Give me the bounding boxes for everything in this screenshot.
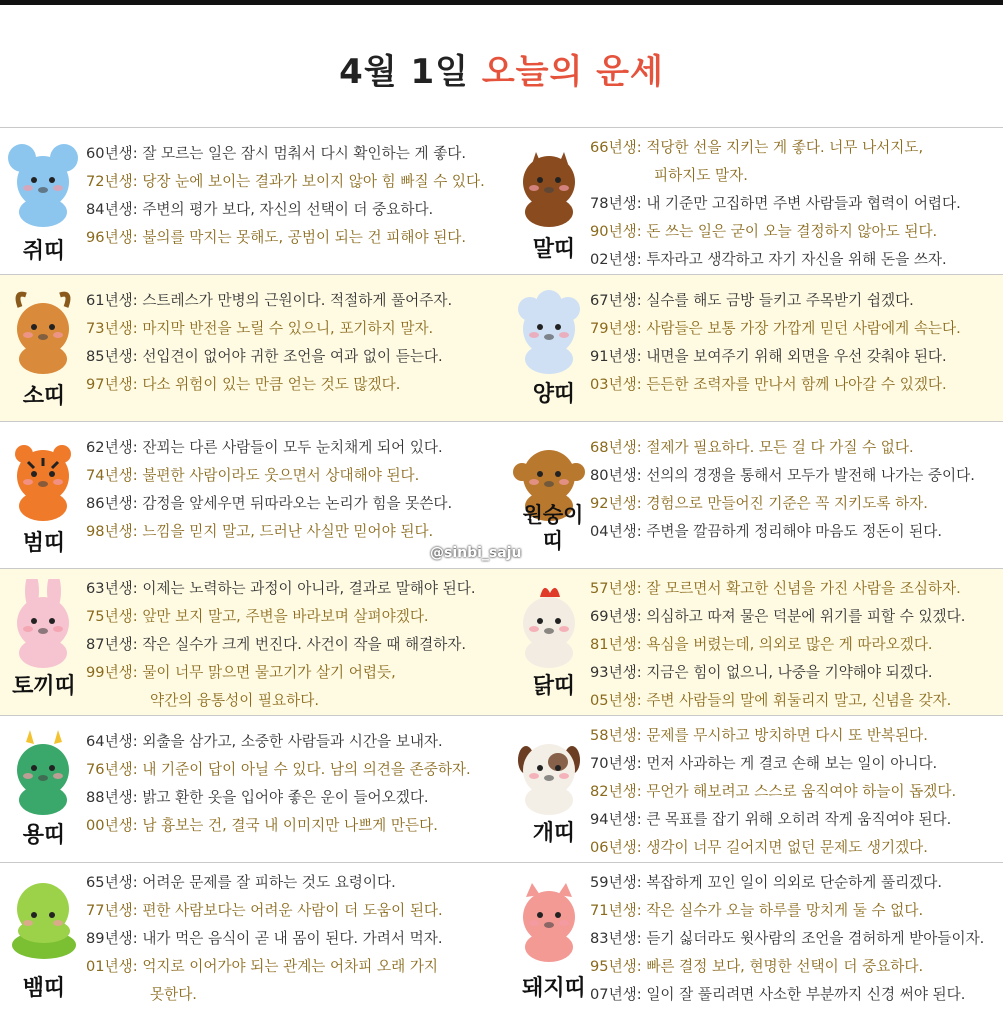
fortune-line: 71년생: 작은 실수가 오늘 하루를 망치게 둘 수 없다. bbox=[590, 902, 924, 919]
fortune-lines bbox=[86, 728, 506, 840]
tiger-icon bbox=[4, 432, 82, 522]
fortune-lines bbox=[86, 140, 506, 252]
zodiac-label: 양띠 bbox=[532, 382, 576, 407]
fortune-line: 피하지도 말자. bbox=[654, 167, 748, 184]
dog-icon bbox=[510, 726, 588, 816]
zodiac-label: 닭띠 bbox=[532, 674, 576, 699]
fortune-line: 92년생: 경험으로 만들어진 기준은 꼭 지키도록 하자. bbox=[590, 495, 928, 512]
fortune-line: 59년생: 복잡하게 꼬인 일이 의외로 단순하게 풀리겠다. bbox=[590, 874, 943, 891]
fortune-line: 83년생: 듣기 싫더라도 윗사람의 조언을 겸허하게 받아들이자. bbox=[590, 930, 985, 947]
fortune-line: 98년생: 느낌을 믿지 말고, 드러난 사실만 믿어야 된다. bbox=[86, 523, 434, 540]
fortune-line: 06년생: 생각이 너무 길어지면 없던 문제도 생기겠다. bbox=[590, 839, 928, 856]
fortune-line: 못한다. bbox=[150, 986, 197, 1003]
fortune-line: 79년생: 사람들은 보통 가장 가깝게 믿던 사람에게 속는다. bbox=[590, 320, 961, 337]
fortune-line: 68년생: 절제가 필요하다. 모든 걸 다 가질 수 없다. bbox=[590, 439, 914, 456]
fortune-line: 91년생: 내면을 보여주기 위해 외면을 우선 갖춰야 된다. bbox=[590, 348, 947, 365]
fortune-line: 61년생: 스트레스가 만병의 근원이다. 적절하게 풀어주자. bbox=[86, 292, 453, 309]
fortune-line: 60년생: 잘 모르는 일은 잠시 멈춰서 다시 확인하는 게 좋다. bbox=[86, 145, 467, 162]
watermark: @sinbi_saju bbox=[430, 545, 522, 561]
zodiac-label: 돼지띠 bbox=[522, 976, 586, 1001]
horse-icon bbox=[510, 138, 588, 228]
zodiac-label: 소띠 bbox=[22, 384, 66, 409]
fortune-line: 78년생: 내 기준만 고집하면 주변 사람들과 협력이 어렵다. bbox=[590, 195, 961, 212]
fortune-line: 97년생: 다소 위험이 있는 만큼 얻는 것도 많겠다. bbox=[86, 376, 401, 393]
fortune-grid bbox=[0, 127, 1003, 1008]
fortune-line: 76년생: 내 기준이 답이 아닐 수 있다. 남의 의견을 존중하자. bbox=[86, 761, 471, 778]
zodiac-cell bbox=[510, 422, 1003, 569]
zodiac-cell bbox=[0, 716, 510, 863]
rat-icon bbox=[4, 138, 82, 228]
fortune-lines bbox=[86, 434, 506, 546]
zodiac-label: 원숭이띠 bbox=[522, 503, 584, 553]
fortune-line: 07년생: 일이 잘 풀리려면 사소한 부분까지 신경 써야 된다. bbox=[590, 986, 966, 1003]
zodiac-cell bbox=[0, 863, 510, 1009]
fortune-lines bbox=[86, 869, 506, 1009]
fortune-lines bbox=[590, 869, 999, 1009]
fortune-line: 99년생: 물이 너무 맑으면 물고기가 살기 어렵듯, bbox=[86, 664, 396, 681]
fortune-lines bbox=[590, 134, 999, 274]
fortune-line: 01년생: 억지로 이어가야 되는 관계는 어차피 오래 가지 bbox=[86, 958, 439, 975]
fortune-line: 02년생: 투자라고 생각하고 자기 자신을 위해 돈을 쓰자. bbox=[590, 251, 947, 268]
fortune-lines bbox=[86, 287, 506, 399]
fortune-lines bbox=[86, 575, 506, 715]
fortune-line: 90년생: 돈 쓰는 일은 굳이 오늘 결정하지 않아도 된다. bbox=[590, 223, 938, 240]
fortune-line: 63년생: 이제는 노력하는 과정이 아니라, 결과로 말해야 된다. bbox=[86, 580, 476, 597]
fortune-line: 69년생: 의심하고 따져 물은 덕분에 위기를 피할 수 있겠다. bbox=[590, 608, 966, 625]
top-border bbox=[0, 0, 1003, 5]
zodiac-cell bbox=[510, 275, 1003, 422]
fortune-line: 88년생: 밝고 환한 옷을 입어야 좋은 운이 들어오겠다. bbox=[86, 789, 429, 806]
fortune-line: 58년생: 문제를 무시하고 방치하면 다시 또 반복된다. bbox=[590, 727, 928, 744]
snake-icon bbox=[4, 873, 82, 963]
fortune-line: 89년생: 내가 먹은 음식이 곧 내 몸이 된다. 가려서 먹자. bbox=[86, 930, 443, 947]
fortune-line: 95년생: 빠른 결정 보다, 현명한 선택이 더 중요하다. bbox=[590, 958, 924, 975]
zodiac-cell bbox=[510, 863, 1003, 1009]
fortune-lines bbox=[590, 575, 999, 715]
fortune-row bbox=[0, 715, 1003, 863]
fortune-row bbox=[0, 862, 1003, 1009]
zodiac-label: 뱀띠 bbox=[22, 976, 66, 1001]
sheep-icon bbox=[510, 285, 588, 375]
zodiac-cell bbox=[0, 569, 510, 716]
fortune-line: 00년생: 남 흉보는 건, 결국 내 이미지만 나쁘게 만든다. bbox=[86, 817, 438, 834]
zodiac-label: 말띠 bbox=[532, 237, 576, 262]
fortune-line: 72년생: 당장 눈에 보이는 결과가 보이지 않아 힘 빠질 수 있다. bbox=[86, 173, 485, 190]
fortune-line: 93년생: 지금은 힘이 없으니, 나중을 기약해야 되겠다. bbox=[590, 664, 933, 681]
fortune-line: 81년생: 욕심을 버렸는데, 의외로 많은 게 따라오겠다. bbox=[590, 636, 933, 653]
fortune-line: 80년생: 선의의 경쟁을 통해서 모두가 발전해 나가는 중이다. bbox=[590, 467, 975, 484]
zodiac-label: 범띠 bbox=[22, 531, 66, 556]
fortune-lines bbox=[590, 434, 999, 546]
title-date: 4월 1일 bbox=[339, 52, 469, 92]
fortune-row bbox=[0, 127, 1003, 275]
pig-icon bbox=[510, 873, 588, 963]
zodiac-label: 개띠 bbox=[532, 821, 576, 846]
dragon-icon bbox=[4, 726, 82, 816]
zodiac-label: 토끼띠 bbox=[12, 674, 76, 699]
fortune-line: 70년생: 먼저 사과하는 게 결코 손해 보는 일이 아니다. bbox=[590, 755, 938, 772]
fortune-line: 75년생: 앞만 보지 말고, 주변을 바라보며 살펴야겠다. bbox=[86, 608, 429, 625]
fortune-line: 77년생: 편한 사람보다는 어려운 사람이 더 도움이 된다. bbox=[86, 902, 443, 919]
zodiac-label: 쥐띠 bbox=[22, 239, 66, 264]
fortune-line: 87년생: 작은 실수가 크게 번진다. 사건이 작을 때 해결하자. bbox=[86, 636, 467, 653]
rooster-icon bbox=[510, 579, 588, 669]
fortune-line: 약간의 융통성이 필요하다. bbox=[150, 692, 319, 709]
fortune-line: 82년생: 무언가 해보려고 스스로 움직여야 하늘이 돕겠다. bbox=[590, 783, 957, 800]
zodiac-cell bbox=[510, 569, 1003, 716]
rabbit-icon bbox=[4, 579, 82, 669]
fortune-line: 65년생: 어려운 문제를 잘 피하는 것도 요령이다. bbox=[86, 874, 396, 891]
fortune-lines bbox=[590, 287, 999, 399]
fortune-line: 66년생: 적당한 선을 지키는 게 좋다. 너무 나서지도, bbox=[590, 139, 924, 156]
page-title bbox=[0, 44, 1003, 93]
fortune-line: 86년생: 감정을 앞세우면 뒤따라오는 논리가 힘을 못쓴다. bbox=[86, 495, 453, 512]
fortune-line: 67년생: 실수를 해도 금방 들키고 주목받기 쉽겠다. bbox=[590, 292, 914, 309]
fortune-line: 03년생: 든든한 조력자를 만나서 함께 나아갈 수 있겠다. bbox=[590, 376, 947, 393]
fortune-line: 96년생: 불의를 막지는 못해도, 공범이 되는 건 피해야 된다. bbox=[86, 229, 467, 246]
fortune-line: 84년생: 주변의 평가 보다, 자신의 선택이 더 중요하다. bbox=[86, 201, 434, 218]
fortune-line: 85년생: 선입견이 없어야 귀한 조언을 여과 없이 듣는다. bbox=[86, 348, 443, 365]
zodiac-cell bbox=[510, 128, 1003, 275]
fortune-line: 73년생: 마지막 반전을 노릴 수 있으니, 포기하지 말자. bbox=[86, 320, 434, 337]
zodiac-cell bbox=[0, 128, 510, 275]
zodiac-label: 용띠 bbox=[22, 823, 66, 848]
fortune-line: 94년생: 큰 목표를 잡기 위해 오히려 작게 움직여야 된다. bbox=[590, 811, 952, 828]
fortune-row bbox=[0, 274, 1003, 422]
zodiac-cell bbox=[0, 275, 510, 422]
ox-icon bbox=[4, 285, 82, 375]
title-accent: 오늘의 운세 bbox=[481, 52, 664, 92]
fortune-line: 64년생: 외출을 삼가고, 소중한 사람들과 시간을 보내자. bbox=[86, 733, 443, 750]
fortune-line: 74년생: 불편한 사람이라도 웃으면서 상대해야 된다. bbox=[86, 467, 420, 484]
fortune-line: 62년생: 잔꾀는 다른 사람들이 모두 눈치채게 되어 있다. bbox=[86, 439, 443, 456]
fortune-line: 04년생: 주변을 깔끔하게 정리해야 마음도 정돈이 된다. bbox=[590, 523, 943, 540]
fortune-lines bbox=[590, 722, 999, 862]
fortune-row bbox=[0, 568, 1003, 716]
fortune-line: 57년생: 잘 모르면서 확고한 신념을 가진 사람을 조심하자. bbox=[590, 580, 961, 597]
zodiac-cell bbox=[510, 716, 1003, 863]
fortune-line: 05년생: 주변 사람들의 말에 휘둘리지 말고, 신념을 갖자. bbox=[590, 692, 952, 709]
